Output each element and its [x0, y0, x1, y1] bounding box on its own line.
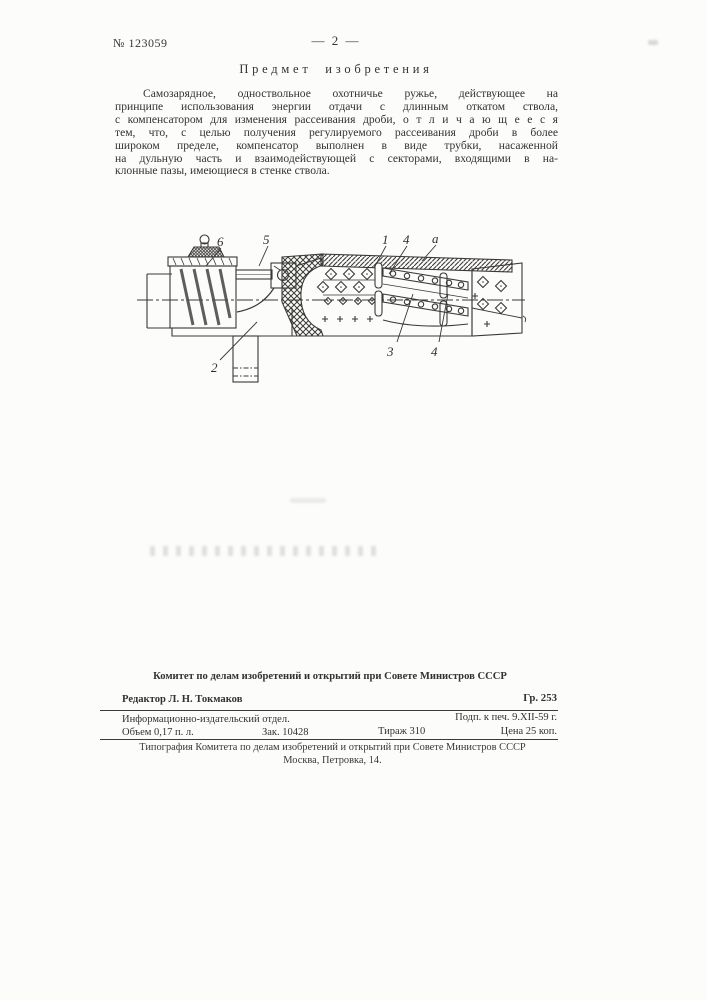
figure-label-2: 2	[211, 360, 218, 375]
figure-label-5: 5	[263, 232, 270, 247]
address-line: Москва, Петровка, 14.	[283, 755, 382, 766]
figure-label-4-top: 4	[403, 232, 410, 247]
order-number: Зак. 10428	[262, 727, 309, 738]
claims-line: Самозарядное, одноствольное охотничье ружье, действующее на	[143, 87, 558, 100]
committee-line: Комитет по делам изобретений и открытий при Совете Министров СССР	[153, 671, 507, 682]
printing-house-line: Типография Комитета по делам изобретений и открытий при Совете Министров СССР	[139, 742, 526, 753]
divider	[100, 739, 558, 740]
signed-to-print: Подп. к печ. 9.XII-59 г.	[455, 712, 557, 723]
editor-line: Редактор Л. Н. Токмаков	[122, 694, 243, 705]
compensator-drawing	[135, 230, 575, 395]
price: Цена 25 коп.	[500, 726, 557, 737]
sectors	[375, 263, 468, 326]
figure-label-1: 1	[382, 232, 389, 247]
claims-line: широком пределе, компенсатор выполнен в виде трубки, насаженной	[115, 138, 558, 152]
figure-label-4-bottom: 4	[431, 344, 438, 359]
claims-paragraph	[115, 88, 558, 178]
scan-artifact	[290, 498, 326, 503]
figure-label-6: 6	[217, 234, 224, 249]
department-line: Информационно-издательский отдел.	[122, 714, 290, 725]
page-number: — 2 —	[311, 33, 361, 48]
compensator-tube	[292, 254, 526, 336]
patent-figure	[135, 230, 575, 400]
scan-artifact	[150, 546, 380, 556]
print-run: Тираж 310	[378, 726, 426, 737]
patent-number: № 123059	[113, 36, 168, 50]
group-number: Гр. 253	[523, 692, 557, 704]
claims-line: на дульную часть и взаимодействующей с секторами, входящими в на-	[115, 151, 558, 165]
divider	[100, 710, 558, 711]
claims-line: принципе использования энергии отдачи с длинным откатом ствола,	[115, 99, 558, 113]
section-title: Предмет изобретения	[239, 62, 433, 76]
volume-info: Объем 0,17 п. л.	[122, 727, 194, 738]
scan-artifact	[648, 40, 658, 45]
claims-line: с компенсатором для изменения рассеивания дроби, о т л и ч а ю щ е е с я	[115, 112, 558, 126]
claims-line: тем, что, с целью получения регулируемого рассеивания дроби в более	[115, 125, 558, 139]
barrel-stub	[147, 274, 172, 328]
breech-wall-crosshatch	[282, 254, 323, 336]
receiver-block	[168, 257, 292, 336]
claims-line: клонные пазы, имеющиеся в стенке ствола.	[115, 164, 330, 178]
figure-label-a: а	[432, 231, 439, 246]
figure-label-3: 3	[387, 344, 394, 359]
